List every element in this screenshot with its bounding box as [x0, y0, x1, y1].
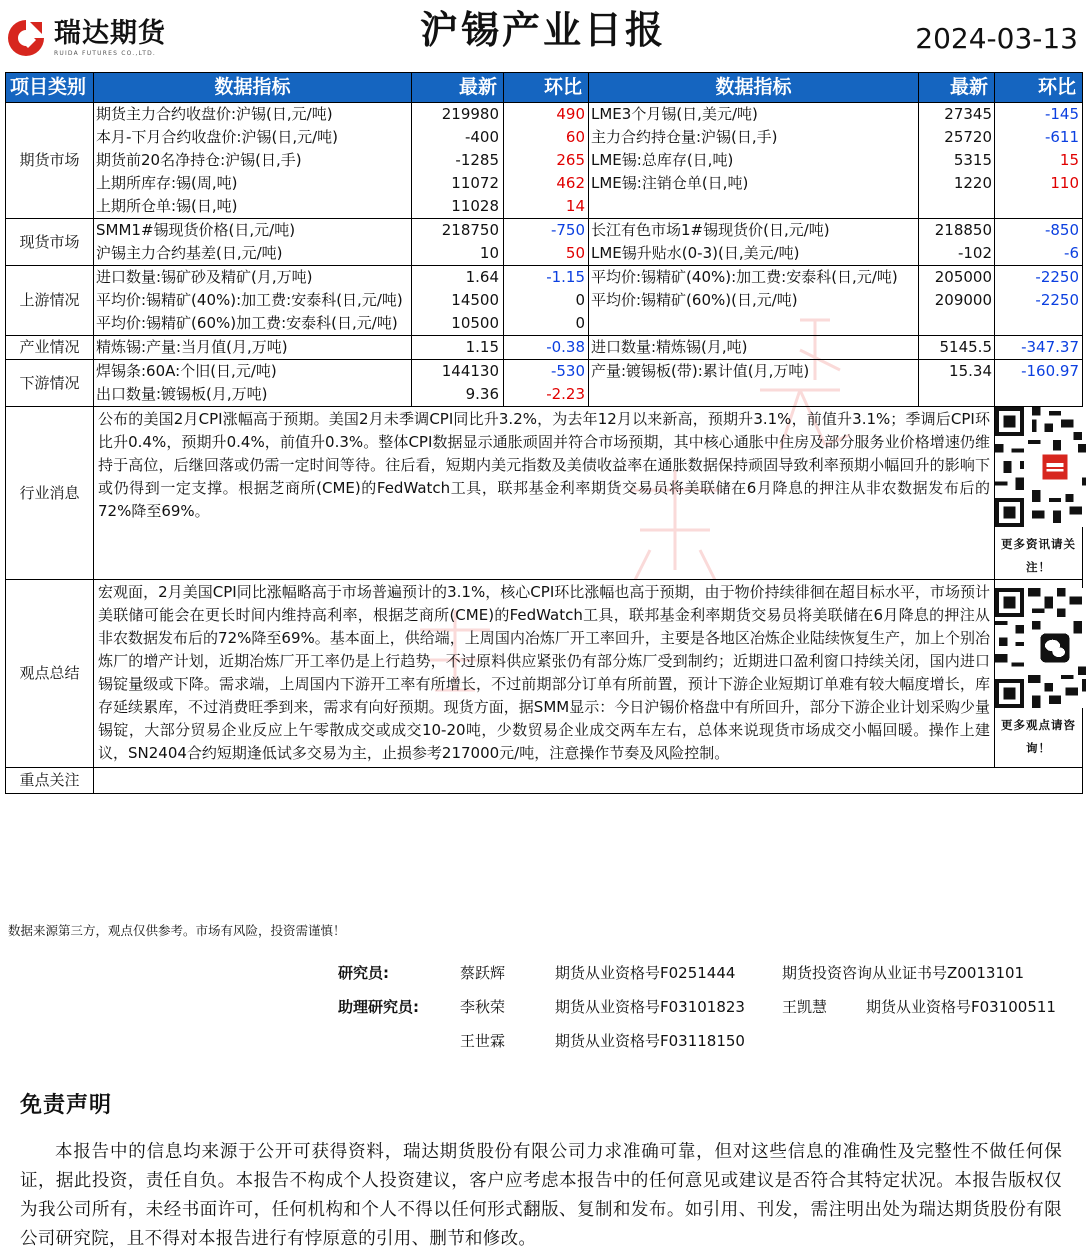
indicator-label: 沪锡主力合约基差(日,元/吨) — [94, 242, 412, 266]
latest-value: 14500 — [412, 289, 504, 312]
indicator-label: 焊锡条:60A:个旧(日,元/吨) — [94, 360, 412, 384]
focus-text — [94, 768, 1083, 794]
change-value: 15 — [995, 149, 1083, 172]
change-value: -160.97 — [995, 360, 1083, 384]
change-value: -850 — [995, 219, 1083, 243]
table-row — [6, 219, 1083, 243]
change-value: -347.37 — [995, 336, 1083, 360]
table-row — [6, 312, 1083, 336]
latest-value: 5315 — [919, 149, 995, 172]
change-value: -2250 — [995, 266, 1083, 290]
researcher-label: 研究员: — [338, 964, 389, 982]
empty-cell — [919, 383, 995, 407]
qr-caption: 更多资讯请关注！ — [1001, 537, 1076, 574]
researcher-cert-2: 期货投资咨询从业证书号Z0013101 — [782, 964, 1025, 982]
category-upstream: 上游情况 — [6, 266, 94, 336]
change-value: -611 — [995, 126, 1083, 149]
latest-value: 1.64 — [412, 266, 504, 290]
latest-value: 205000 — [919, 266, 995, 290]
assistant-cert: 期货从业资格号F03101823 — [555, 998, 745, 1016]
table-row — [6, 768, 1083, 794]
indicator-label: LME锡升贴水(0-3)(日,美元/吨) — [589, 242, 919, 266]
news-qr-cell — [995, 407, 1083, 580]
indicator-label: 平均价:锡精矿(40%):加工费:安泰科(日,元/吨) — [589, 266, 919, 290]
latest-value: 5145.5 — [919, 336, 995, 360]
indicator-label: 出口数量:镀锡板(月,万吨) — [94, 383, 412, 407]
table-row — [6, 383, 1083, 407]
latest-value: 10500 — [412, 312, 504, 336]
empty-cell — [919, 312, 995, 336]
header-latest: 最新 — [412, 73, 504, 103]
table-row — [6, 407, 1083, 580]
latest-value: 219980 — [412, 103, 504, 127]
empty-cell — [919, 195, 995, 219]
table-row — [6, 172, 1083, 195]
indicator-label: 期货主力合约收盘价:沪锡(日,元/吨) — [94, 103, 412, 127]
header-latest-right: 最新 — [919, 73, 995, 103]
indicator-label: 平均价:锡精矿(40%):加工费:安泰科(日,元/吨) — [94, 289, 412, 312]
change-value: -530 — [504, 360, 589, 384]
change-value: 110 — [995, 172, 1083, 195]
change-value: 265 — [504, 149, 589, 172]
header-indicator: 数据指标 — [94, 73, 412, 103]
latest-value: 144130 — [412, 360, 504, 384]
change-value: -6 — [995, 242, 1083, 266]
indicator-label: 进口数量:锡矿砂及精矿(月,万吨) — [94, 266, 412, 290]
change-value: -1.15 — [504, 266, 589, 290]
latest-value: 27345 — [919, 103, 995, 127]
latest-value: 9.36 — [412, 383, 504, 407]
indicator-label: 上期所库存:锡(周,吨) — [94, 172, 412, 195]
indicator-label: LME锡:注销仓单(日,吨) — [589, 172, 919, 195]
disclaimer-body: 本报告中的信息均来源于公开可获得资料，瑞达期货股份有限公司力求准确可靠，但对这些信息的准确性及完整性不做任何保证，据此投资，责任自负。本报告不构成个人投资建议，客户应考虑本报告中的任何意见或建议是否符合其特定状况。本报告版权仅为我公司所有，未经书面许可，任何机构和个人不得以任何形式翻版、复制和发布。如引用、刊发，需注明出处为瑞达期货股份有限公司研究院，且不得对本报告进行有悖原意的引用、删节和修改。 — [20, 1142, 1062, 1249]
table-row — [6, 103, 1083, 127]
summary-qr-cell — [995, 580, 1083, 768]
indicator-label: 进口数量:精炼锡(月,吨) — [589, 336, 919, 360]
indicator-label: 上期所仓单:锡(日,吨) — [94, 195, 412, 219]
empty-cell — [995, 383, 1083, 407]
indicator-label: 本月-下月合约收盘价:沪锡(日,元/吨) — [94, 126, 412, 149]
change-value: 490 — [504, 103, 589, 127]
empty-cell — [589, 383, 919, 407]
change-value: -750 — [504, 219, 589, 243]
category-futures: 期货市场 — [6, 103, 94, 219]
change-value: 0 — [504, 312, 589, 336]
empty-cell — [995, 195, 1083, 219]
latest-value: 15.34 — [919, 360, 995, 384]
assistant-label: 助理研究员: — [338, 998, 419, 1016]
indicator-label: 平均价:锡精矿(60%)加工费:安泰科(日,元/吨) — [94, 312, 412, 336]
table-row — [6, 360, 1083, 384]
researcher-name: 蔡跃辉 — [460, 964, 506, 982]
indicator-label: 期货前20名净持仓:沪锡(日,手) — [94, 149, 412, 172]
latest-value: -400 — [412, 126, 504, 149]
indicator-label: LME3个月锡(日,美元/吨) — [589, 103, 919, 127]
change-value: -145 — [995, 103, 1083, 127]
change-value: -2.23 — [504, 383, 589, 407]
latest-value: -1285 — [412, 149, 504, 172]
change-value: 0 — [504, 289, 589, 312]
category-news: 行业消息 — [6, 407, 94, 580]
table-header-row — [6, 73, 1083, 103]
assistant-name: 李秋荣 — [460, 998, 506, 1016]
logo-text: 瑞达期货 — [54, 18, 166, 49]
table-row — [6, 126, 1083, 149]
indicator-label: LME锡:总库存(日,吨) — [589, 149, 919, 172]
assistant-cert: 期货从业资格号F03100511 — [866, 998, 1056, 1016]
researcher-cert: 期货从业资格号F0251444 — [555, 964, 736, 982]
table-row — [6, 195, 1083, 219]
category-focus: 重点关注 — [6, 768, 94, 794]
indicator-label: 长江有色市场1#锡现货价(日,元/吨) — [589, 219, 919, 243]
indicator-label: 精炼锡:产量:当月值(月,万吨) — [94, 336, 412, 360]
header-change-right: 环比 — [995, 73, 1083, 103]
indicator-label: 平均价:锡精矿(60%)(日,元/吨) — [589, 289, 919, 312]
latest-value: 1.15 — [412, 336, 504, 360]
assistant-cert: 期货从业资格号F03118150 — [555, 1032, 745, 1050]
change-value: 60 — [504, 126, 589, 149]
table-row — [6, 242, 1083, 266]
latest-value: 218750 — [412, 219, 504, 243]
header-indicator-right: 数据指标 — [589, 73, 919, 103]
latest-value: 209000 — [919, 289, 995, 312]
latest-value: 218850 — [919, 219, 995, 243]
data-table — [5, 72, 1083, 794]
change-value: -2250 — [995, 289, 1083, 312]
change-value: 462 — [504, 172, 589, 195]
category-spot: 现货市场 — [6, 219, 94, 266]
header-category: 项目类别 — [6, 73, 94, 103]
latest-value: 25720 — [919, 126, 995, 149]
indicator-label: SMM1#锡现货价格(日,元/吨) — [94, 219, 412, 243]
report-title: 沪锡产业日报 — [419, 8, 666, 52]
qr-caption: 更多观点请咨询！ — [1001, 717, 1076, 755]
category-industry: 产业情况 — [6, 336, 94, 360]
change-value: 14 — [504, 195, 589, 219]
qr-code-icon[interactable] — [995, 407, 1086, 527]
disclaimer-title: 免责声明 — [20, 1093, 113, 1118]
latest-value: 11072 — [412, 172, 504, 195]
summary-text: 宏观面，2月美国CPI同比涨幅略高于市场普遍预计的3.1%，核心CPI环比涨幅也高于预期，由于物价持续徘徊在超目标水平，市场预计美联储可能会在更长时间内维持高利率，根据芝商所(CME)的FedWatch工具，联邦基金利率期货交易员将美联储在6月降息的押注从非农数据发布后的72%降至69%。基本面上，供给端，上周国内冶炼厂开工率回升，主要是各地区冶炼企业陆续恢复生产，加上个别冶炼厂的增产计划，近期冶炼厂开工率仍是上行趋势，不过原料供应紧张仍有部分炼厂受到制约；近期进口盈利窗口持续关闭，国内进口锡锭量级或下降。需求端，上周国内下游开工率有所增长，不过前期部分订单有所前置，预计下游企业短期订单难有较大幅度增长，库存延续累库，不过消费旺季到来，需求有向好预期。现货方面，据SMM显示：今日沪锡价格盘中有所回升，部分下游企业计划采购少量锡锭，大部分贸易企业反应上午零散成交或成交10-20吨，少数贸易企业成交两车左右，总体来说现货市场成交小幅回暖。操作上建议，SN2404合约短期逢低试多交易为主，止损参考217000元/吨，注意操作节奏及风险控制。 — [94, 580, 995, 768]
wechat-qr-code-icon[interactable] — [995, 588, 1086, 708]
empty-cell — [589, 195, 919, 219]
table-row — [6, 580, 1083, 768]
change-value: -0.38 — [504, 336, 589, 360]
table-row — [6, 336, 1083, 360]
latest-value: -102 — [919, 242, 995, 266]
table-row — [6, 266, 1083, 290]
indicator-label: 产量:镀锡板(带):累计值(月,万吨) — [589, 360, 919, 384]
assistant-name: 王凯慧 — [782, 998, 828, 1016]
indicator-label: 主力合约持仓量:沪锡(日,手) — [589, 126, 919, 149]
latest-value: 1220 — [919, 172, 995, 195]
data-source-note: 数据来源第三方，观点仅供参考。市场有风险，投资需谨慎！ — [8, 923, 346, 938]
assistant-name: 王世霖 — [460, 1032, 506, 1050]
header-change: 环比 — [504, 73, 589, 103]
empty-cell — [589, 312, 919, 336]
category-downstream: 下游情况 — [6, 360, 94, 407]
latest-value: 11028 — [412, 195, 504, 219]
category-summary: 观点总结 — [6, 580, 94, 768]
latest-value: 10 — [412, 242, 504, 266]
table-row — [6, 149, 1083, 172]
change-value: 50 — [504, 242, 589, 266]
logo-subtext: RUIDA FUTURES CO.,LTD. — [54, 50, 157, 57]
report-date: 2024-03-13 — [915, 22, 1078, 55]
table-row — [6, 289, 1083, 312]
empty-cell — [995, 312, 1083, 336]
news-text: 公布的美国2月CPI涨幅高于预期。美国2月未季调CPI同比升3.2%，为去年12月以来新高，预期升3.1%，前值升3.1%；季调后CPI环比升0.4%，预期升0.4%，前值升0.3%。整体CPI数据显示通胀顽固并符合市场预期，其中核心通胀中住房及部分服务业价格增速仍维持于高位，后继回落或仍需一定时间等待。往后看，短期内美元指数及美债收益率在通胀数据保持顽固导致利率预期小幅回升的影响下或仍得到一定支撑。根据芝商所(CME)的FedWatch工具，联邦基金利率期货交易员将美联储在6月降息的押注从非农数据发布后的72%降至69%。 — [94, 407, 995, 580]
